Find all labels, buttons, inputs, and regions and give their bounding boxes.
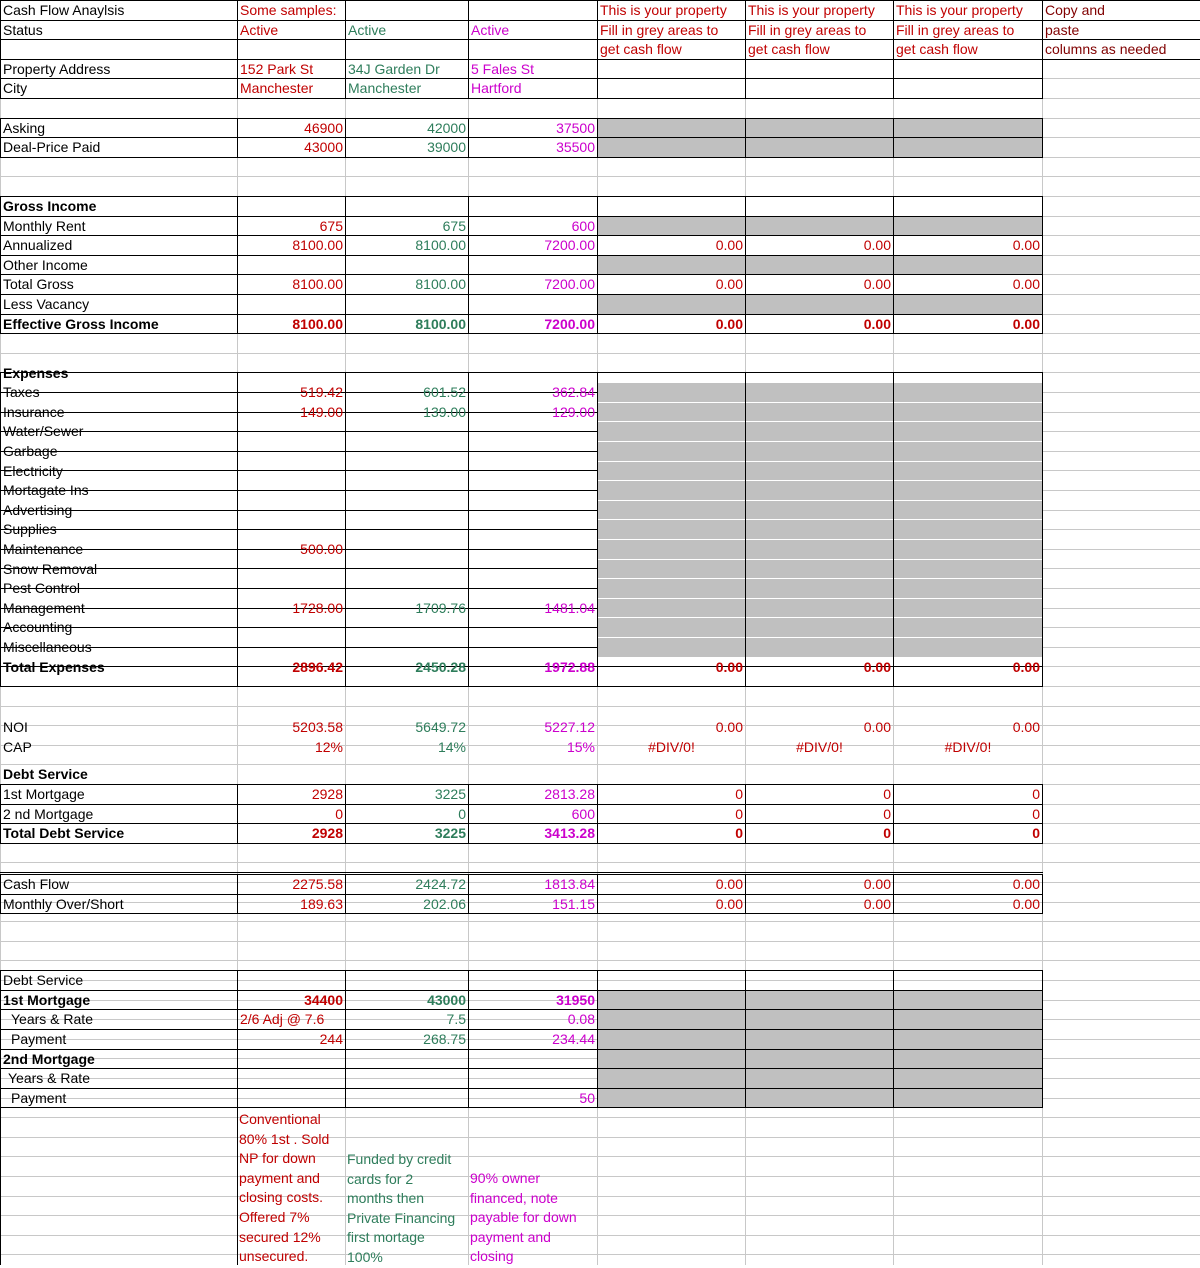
row-label: Total Expenses [3, 659, 105, 675]
input-cell[interactable] [746, 991, 893, 1009]
input-cell[interactable] [598, 1089, 745, 1107]
sample-value[interactable]: 139.00 [423, 404, 466, 420]
input-cell[interactable] [598, 442, 745, 461]
years-rate-label: Years & Rate [11, 1011, 93, 1027]
sample-value[interactable]: 362.84 [552, 384, 595, 400]
input-cell[interactable] [746, 618, 893, 637]
input-cell[interactable] [746, 462, 893, 480]
grid-line [0, 862, 1200, 863]
input-cell[interactable] [894, 422, 1042, 441]
city-label: City [3, 80, 28, 96]
sample-value[interactable]: 7200.00 [544, 237, 595, 253]
first-mortgage-amount[interactable]: 34400 [304, 992, 343, 1008]
monthly-value[interactable]: 202.06 [423, 896, 466, 912]
your-value[interactable]: 0 [735, 825, 743, 841]
cash-flow-value[interactable]: 2424.72 [415, 876, 466, 892]
input-cell[interactable] [598, 403, 745, 421]
financing-heading: Debt Service [3, 972, 84, 988]
input-cell[interactable] [598, 1010, 745, 1029]
grid-line [0, 1176, 1200, 1177]
deal-price[interactable]: 39000 [427, 139, 466, 155]
sample-value[interactable]: 2928 [311, 825, 343, 841]
row-label: Garbage [3, 443, 58, 459]
your-noi[interactable]: 0.00 [715, 719, 743, 735]
payment-value[interactable]: 244 [319, 1031, 343, 1047]
input-cell[interactable] [598, 481, 745, 500]
deal-price[interactable]: 43000 [304, 139, 343, 155]
your-property-note: This is your property [600, 2, 727, 18]
grid-line [1042, 372, 1043, 687]
status-value[interactable]: Active [240, 22, 279, 38]
input-cell[interactable] [746, 520, 893, 539]
status-value[interactable]: Active [348, 22, 387, 38]
input-cell[interactable] [894, 481, 1042, 500]
your-value[interactable]: 0 [735, 806, 743, 822]
sample-value[interactable]: 600 [571, 218, 595, 234]
your-noi[interactable]: 0.00 [863, 719, 891, 735]
grid-line [0, 157, 1043, 158]
cash-flow-label: Cash Flow [3, 876, 70, 892]
grid-line [0, 1196, 1200, 1197]
grid-line [1042, 970, 1043, 1108]
input-cell[interactable] [598, 579, 745, 598]
input-cell[interactable] [894, 442, 1042, 461]
years-rate-label: Years & Rate [8, 1070, 90, 1086]
input-cell[interactable] [598, 991, 745, 1009]
your-value[interactable]: 0 [1032, 806, 1040, 822]
grid-line [0, 960, 1200, 961]
asking-price[interactable]: 46900 [304, 120, 343, 136]
asking-label: Asking [3, 120, 46, 136]
row-label: Supplies [3, 521, 57, 537]
sample-value[interactable]: 1728.00 [292, 600, 343, 616]
property-address-label: Property Address [3, 61, 111, 77]
grid-line [1042, 874, 1043, 914]
your-property-note: This is your property [896, 2, 1023, 18]
your-cap[interactable]: #DIV/0! [648, 739, 695, 755]
row-label: Less Vacancy [3, 296, 90, 312]
grid-line [1042, 784, 1043, 844]
grid-line [0, 921, 1200, 922]
input-cell[interactable] [894, 579, 1042, 598]
second-mortgage-label: 2nd Mortgage [3, 1051, 95, 1067]
input-cell[interactable] [746, 422, 893, 441]
deal-price[interactable]: 35500 [556, 139, 595, 155]
sample-value[interactable]: 519.42 [300, 384, 343, 400]
input-cell[interactable] [598, 138, 745, 157]
grid-line [0, 941, 1200, 942]
your-value[interactable]: 0 [883, 786, 891, 802]
row-label: Maintenance [3, 541, 84, 557]
your-value[interactable]: 0.00 [1012, 276, 1040, 292]
input-cell[interactable] [598, 422, 745, 441]
input-cell[interactable] [746, 1030, 893, 1049]
your-value[interactable]: 0 [735, 786, 743, 802]
cash-flow-value[interactable]: 1813.84 [544, 876, 595, 892]
samples-label: Some samples: [240, 2, 337, 18]
sample-value[interactable]: 8100.00 [415, 237, 466, 253]
row-label: Total Gross [3, 276, 74, 292]
input-cell[interactable] [746, 138, 893, 157]
sample-value[interactable]: 8100.00 [292, 276, 343, 292]
copy-paste-note: columns as needed [1045, 41, 1167, 57]
input-cell[interactable] [746, 1010, 893, 1029]
property-city[interactable]: Manchester [240, 80, 314, 96]
copy-paste-note: Copy and [1045, 2, 1105, 18]
input-cell[interactable] [894, 119, 1042, 137]
input-cell[interactable] [894, 520, 1042, 539]
first-mortgage-amount[interactable]: 31950 [556, 992, 595, 1008]
noi-value[interactable]: 5203.58 [292, 719, 343, 735]
sample-value[interactable]: 8100.00 [415, 316, 466, 332]
input-cell[interactable] [598, 295, 745, 314]
input-cell[interactable] [598, 1030, 745, 1049]
your-monthly[interactable]: 0.00 [715, 896, 743, 912]
grid-line [1042, 196, 1043, 334]
noi-label: NOI [3, 719, 28, 735]
input-cell[interactable] [894, 138, 1042, 157]
grid-line [0, 1156, 1200, 1157]
property-city[interactable]: Hartford [471, 80, 522, 96]
section-heading: Expenses [3, 365, 69, 381]
payment-value[interactable]: 234.44 [552, 1031, 595, 1047]
input-cell[interactable] [598, 599, 745, 617]
sample-value[interactable]: 7200.00 [544, 316, 595, 332]
your-value[interactable]: 0 [883, 806, 891, 822]
sample-value[interactable]: 129.00 [552, 404, 595, 420]
your-monthly[interactable]: 0.00 [863, 896, 891, 912]
input-cell[interactable] [746, 295, 893, 314]
grid-line [0, 706, 1200, 707]
row-label: Other Income [3, 257, 88, 273]
financing-note: Conventional 80% 1st . Sold NP for down payment and closing costs. Offered 7% secured 12% unsecured. [239, 1111, 330, 1265]
input-cell[interactable] [894, 1010, 1042, 1029]
input-cell[interactable] [746, 403, 893, 421]
your-monthly[interactable]: 0.00 [1012, 896, 1040, 912]
input-cell[interactable] [746, 599, 893, 617]
grid-line [0, 1254, 1200, 1255]
monthly-value[interactable]: 189.63 [300, 896, 343, 912]
input-cell[interactable] [746, 119, 893, 137]
sample-value[interactable]: 1972.88 [544, 659, 595, 675]
input-cell[interactable] [746, 442, 893, 461]
row-label: Electricity [3, 463, 63, 479]
your-value[interactable]: 0.00 [715, 237, 743, 253]
input-cell[interactable] [894, 991, 1042, 1009]
sample-value[interactable]: 3413.28 [544, 825, 595, 841]
sheet-title: Cash Flow Anaylsis [3, 2, 125, 18]
your-value[interactable]: 0.00 [1012, 659, 1040, 675]
row-label: Insurance [3, 404, 65, 420]
input-cell[interactable] [746, 579, 893, 598]
your-cap[interactable]: #DIV/0! [944, 739, 992, 755]
input-cell[interactable] [598, 462, 745, 480]
input-cell[interactable] [894, 1030, 1042, 1049]
sample-value[interactable]: 500.00 [300, 541, 343, 557]
row-label: Accounting [3, 619, 73, 635]
input-cell[interactable] [894, 599, 1042, 617]
input-cell[interactable] [598, 383, 745, 402]
your-value[interactable]: 0.00 [863, 316, 891, 332]
input-cell[interactable] [598, 1050, 745, 1068]
property-address[interactable]: 34J Garden Dr [348, 61, 440, 77]
row-label: Pest Control [3, 580, 81, 596]
grid-line [0, 872, 1043, 873]
input-cell[interactable] [894, 217, 1042, 235]
input-cell[interactable] [894, 540, 1042, 559]
input-cell[interactable] [894, 501, 1042, 519]
grid-line [0, 686, 1043, 687]
grid-line [745, 59, 746, 99]
your-value[interactable]: 0.00 [863, 276, 891, 292]
row-label: Management [3, 600, 85, 616]
your-value[interactable]: 0 [883, 825, 891, 841]
input-cell[interactable] [746, 383, 893, 402]
sample-value[interactable]: 0 [335, 806, 343, 822]
input-cell[interactable] [894, 1069, 1042, 1088]
get-cash-flow-note: get cash flow [748, 41, 830, 57]
section-heading: Debt Service [3, 766, 88, 782]
financing-note: Funded by credit cards for 2 months then Private Financing first mortage 100% [347, 1151, 456, 1265]
years-rate-value[interactable]: 0.08 [567, 1011, 595, 1027]
deal-price-label: Deal-Price Paid [3, 139, 101, 155]
your-cash-flow[interactable]: 0.00 [1012, 876, 1040, 892]
your-value[interactable]: 0 [1032, 786, 1040, 802]
row-label: Water/Sewer [3, 423, 84, 439]
sample-value[interactable]: 8100.00 [292, 237, 343, 253]
row-label: Monthly Rent [3, 218, 86, 234]
row-label: 1st Mortgage [3, 786, 85, 802]
your-cash-flow[interactable]: 0.00 [863, 876, 891, 892]
get-cash-flow-note: get cash flow [600, 41, 682, 57]
your-value[interactable]: 0 [1032, 825, 1040, 841]
sample-value[interactable]: 675 [319, 218, 343, 234]
input-cell[interactable] [598, 520, 745, 539]
input-cell[interactable] [894, 403, 1042, 421]
grid-line [0, 98, 1043, 99]
cap-value[interactable]: 14% [437, 739, 466, 755]
sample-value[interactable]: 3225 [434, 786, 466, 802]
grid-line [0, 1137, 1200, 1138]
sample-value[interactable]: 2928 [311, 786, 343, 802]
payment-label: Payment [11, 1090, 67, 1106]
sample-value[interactable]: 601.52 [423, 384, 466, 400]
input-cell[interactable] [598, 560, 745, 578]
grid-line [0, 1215, 1200, 1216]
row-label: Snow Removal [3, 561, 98, 577]
property-address[interactable]: 5 Fales St [471, 61, 535, 77]
sample-value[interactable]: 2896.42 [292, 659, 343, 675]
row-label: Total Debt Service [3, 825, 125, 841]
copy-paste-note: paste [1045, 22, 1080, 38]
your-cap[interactable]: #DIV/0! [796, 739, 843, 755]
input-cell[interactable] [598, 501, 745, 519]
payment-value[interactable]: 50 [579, 1090, 595, 1106]
property-city[interactable]: Manchester [348, 80, 422, 96]
input-cell[interactable] [894, 1050, 1042, 1068]
fill-grey-note: Fill in grey areas to [600, 22, 719, 38]
input-cell[interactable] [746, 638, 893, 657]
monthly-label: Monthly Over/Short [3, 896, 124, 912]
input-cell[interactable] [598, 638, 745, 657]
grid-line [597, 59, 598, 99]
input-cell[interactable] [894, 560, 1042, 578]
fill-grey-note: Fill in grey areas to [748, 22, 867, 38]
years-rate-value[interactable]: 2/6 Adj @ 7.6 [240, 1011, 325, 1027]
sample-value[interactable]: 0 [458, 806, 466, 822]
input-cell[interactable] [746, 1069, 893, 1088]
input-cell[interactable] [598, 540, 745, 559]
input-cell[interactable] [598, 618, 745, 637]
sample-value[interactable]: 675 [442, 218, 466, 234]
input-cell[interactable] [598, 119, 745, 137]
your-value[interactable]: 0.00 [863, 237, 891, 253]
sample-value[interactable]: 3225 [434, 825, 466, 841]
grid-line [237, 1107, 238, 1265]
sample-value[interactable]: 149.00 [300, 404, 343, 420]
cap-value[interactable]: 15% [566, 739, 595, 755]
input-cell[interactable] [598, 256, 745, 274]
property-address[interactable]: 152 Park St [240, 61, 314, 77]
grid-line [0, 843, 1043, 844]
noi-value[interactable]: 5227.12 [544, 719, 595, 735]
payment-value[interactable]: 268.75 [423, 1031, 466, 1047]
grid-line [0, 1107, 1, 1265]
your-value[interactable]: 0.00 [715, 659, 743, 675]
grid-line [0, 176, 1200, 177]
grid-line [0, 1117, 1200, 1118]
cash-flow-value[interactable]: 2275.58 [292, 876, 343, 892]
status-value[interactable]: Active [471, 22, 510, 38]
grid-line [0, 353, 1200, 354]
input-cell[interactable] [894, 462, 1042, 480]
your-value[interactable]: 0.00 [1012, 237, 1040, 253]
sample-value[interactable]: 8100.00 [292, 316, 343, 332]
row-label: Taxes [3, 384, 40, 400]
first-mortgage-amount[interactable]: 43000 [427, 992, 466, 1008]
your-value[interactable]: 0.00 [715, 276, 743, 292]
grid-line [1042, 118, 1043, 158]
input-cell[interactable] [598, 217, 745, 235]
input-cell[interactable] [894, 1089, 1042, 1107]
your-cash-flow[interactable]: 0.00 [715, 876, 743, 892]
grid-line [0, 1235, 1200, 1236]
get-cash-flow-note: get cash flow [896, 41, 978, 57]
input-cell[interactable] [746, 540, 893, 559]
input-cell[interactable] [894, 256, 1042, 274]
row-label: Mortagate Ins [3, 482, 89, 498]
input-cell[interactable] [746, 501, 893, 519]
sample-value[interactable]: 1481.04 [544, 600, 595, 616]
row-label: Miscellaneous [3, 639, 92, 655]
monthly-value[interactable]: 151.15 [552, 896, 595, 912]
input-cell[interactable] [894, 295, 1042, 314]
sample-value[interactable]: 1709.76 [415, 600, 466, 616]
your-value[interactable]: 0.00 [1012, 316, 1040, 332]
row-label: Annualized [3, 237, 73, 253]
grid-line [893, 59, 894, 99]
your-noi[interactable]: 0.00 [1012, 719, 1040, 735]
sample-value[interactable]: 8100.00 [415, 276, 466, 292]
asking-price[interactable]: 42000 [427, 120, 466, 136]
cap-value[interactable]: 12% [314, 739, 343, 755]
row-label: Effective Gross Income [3, 316, 159, 332]
input-cell[interactable] [746, 217, 893, 235]
input-cell[interactable] [746, 560, 893, 578]
cap-label: CAP [3, 739, 32, 755]
input-cell[interactable] [894, 618, 1042, 637]
row-label: Advertising [3, 502, 73, 518]
sample-value[interactable]: 7200.00 [544, 276, 595, 292]
your-value[interactable]: 0.00 [863, 659, 891, 675]
sample-value[interactable]: 600 [571, 806, 595, 822]
payment-label: Payment [11, 1031, 67, 1047]
status-label: Status [3, 22, 43, 38]
years-rate-value[interactable]: 7.5 [446, 1011, 466, 1027]
input-cell[interactable] [746, 1050, 893, 1068]
financing-note: 90% owner financed, note payable for down payment and closing [470, 1170, 577, 1265]
fill-grey-note: Fill in grey areas to [896, 22, 1015, 38]
input-cell[interactable] [894, 638, 1042, 657]
your-value[interactable]: 0.00 [715, 316, 743, 332]
input-cell[interactable] [894, 383, 1042, 402]
sample-value[interactable]: 2813.28 [544, 786, 595, 802]
input-cell[interactable] [598, 1069, 745, 1088]
asking-price[interactable]: 37500 [556, 120, 595, 136]
input-cell[interactable] [746, 256, 893, 274]
sample-value[interactable]: 2450.28 [415, 659, 466, 675]
first-mortgage-label: 1st Mortgage [3, 992, 91, 1008]
input-cell[interactable] [746, 1089, 893, 1107]
row-label: 2 nd Mortgage [3, 806, 94, 822]
input-cell[interactable] [746, 481, 893, 500]
noi-value[interactable]: 5649.72 [415, 719, 466, 735]
section-heading: Gross Income [3, 198, 97, 214]
grid-line [1042, 59, 1043, 99]
your-property-note: This is your property [748, 2, 875, 18]
